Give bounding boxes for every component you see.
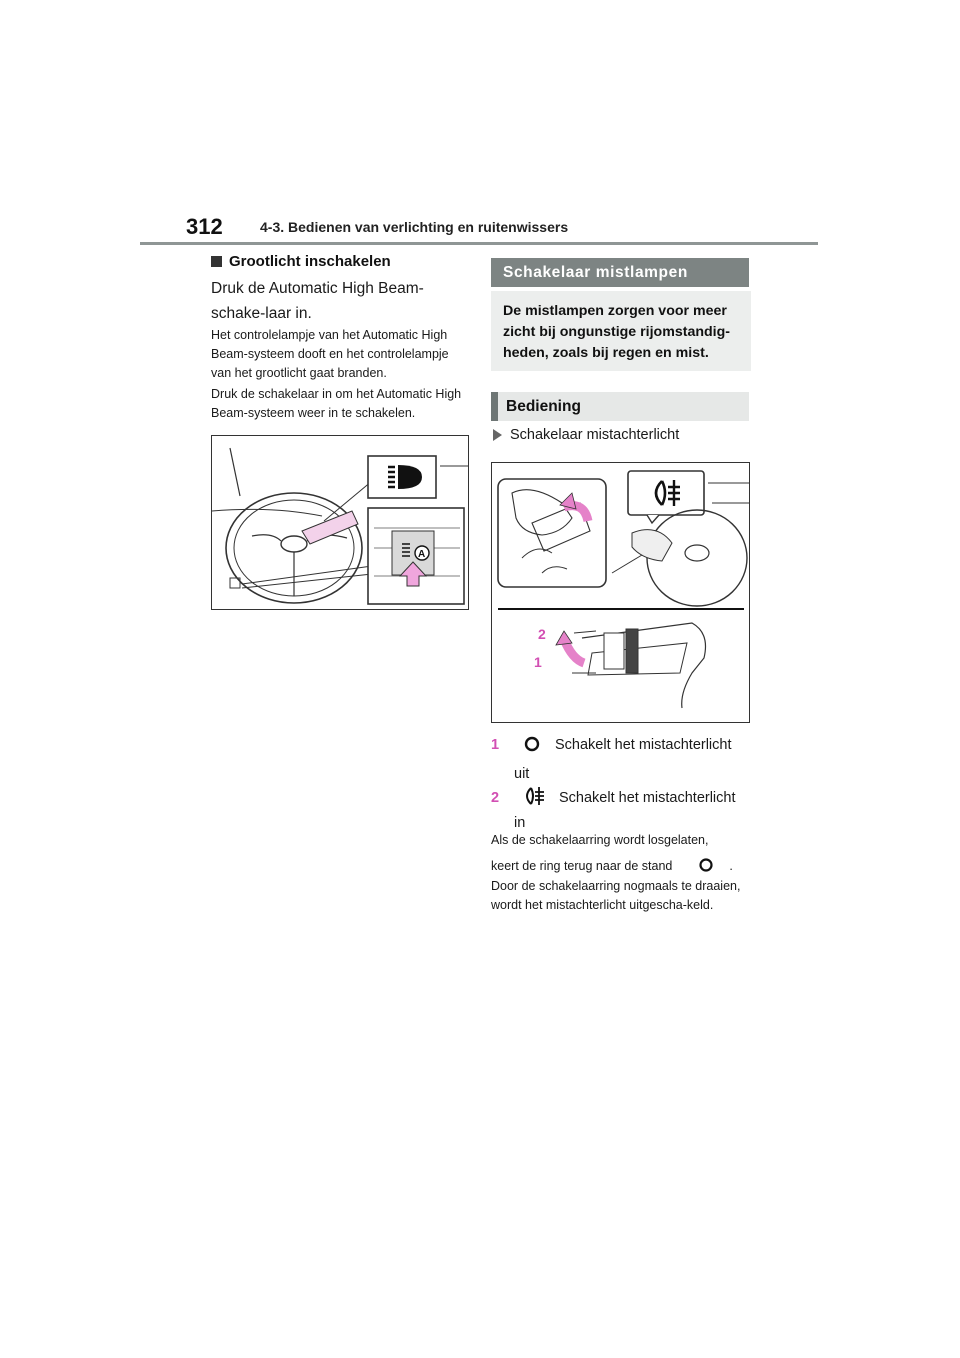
item-1-continuation: uit (514, 766, 530, 782)
square-bullet-icon (211, 256, 222, 267)
item-1 (491, 735, 751, 784)
note-1-line-2 (491, 857, 753, 879)
note-1-period: . (729, 859, 733, 873)
diagram-label-1: 1 (534, 654, 542, 670)
item-1-text: Schakelt het mistachterlicht (555, 737, 732, 753)
section-title-bar: Schakelaar mistlampen (491, 258, 749, 287)
note-1-line-1: Als de schakelaarring wordt losgelaten, (491, 833, 709, 847)
high-beam-switch-illustration (211, 435, 469, 610)
item-2 (491, 786, 751, 833)
fog-switch-illustration (491, 462, 750, 723)
instruction-text: Druk de Automatic High Beam-schake-laar in. (211, 280, 424, 322)
subheading-text: Grootlicht inschakelen (229, 253, 391, 270)
item-1-number: 1 (491, 737, 500, 753)
item-2-number: 2 (491, 790, 500, 806)
subsection-title-bar: Bediening (491, 392, 749, 421)
note-1-line-2-text: keert de ring terug naar de stand (491, 859, 673, 873)
switch-label-a: A (418, 549, 426, 560)
section-header: 4-3. Bedienen van verlichting en ruitenwissers (260, 219, 569, 235)
triangle-bullet-icon (493, 429, 502, 441)
lead-text-box: De mistlampen zorgen voor meer zicht bij ongunstige rijomstandig-heden, zoals bij regen en mist. (491, 291, 751, 371)
diagram-label-2: 2 (538, 626, 546, 642)
info-text-2: Druk de schakelaar in om het Automatic High Beam-systeem weer in te schakelen. (211, 387, 462, 420)
page-number: 312 (186, 214, 223, 239)
note-2: Door de schakelaarring nogmaals te draaien, wordt het mistachterlicht uitgescha-keld. (491, 879, 741, 912)
bullet-rear-fog-switch (493, 427, 679, 443)
info-text-1: Het controlelampje van het Automatic High Beam-systeem dooft en het controlelampje van het grootlicht gaat branden. (211, 328, 449, 380)
item-2-text: Schakelt het mistachterlicht (559, 790, 736, 806)
item-2-continuation: in (514, 815, 526, 831)
header-divider (140, 242, 818, 245)
circle-off-icon (523, 735, 541, 759)
circle-off-icon (698, 857, 716, 879)
bullet-text: Schakelaar mistachterlicht (510, 427, 680, 443)
subheading-high-beam (211, 253, 391, 270)
rear-fog-light-icon (523, 786, 545, 812)
